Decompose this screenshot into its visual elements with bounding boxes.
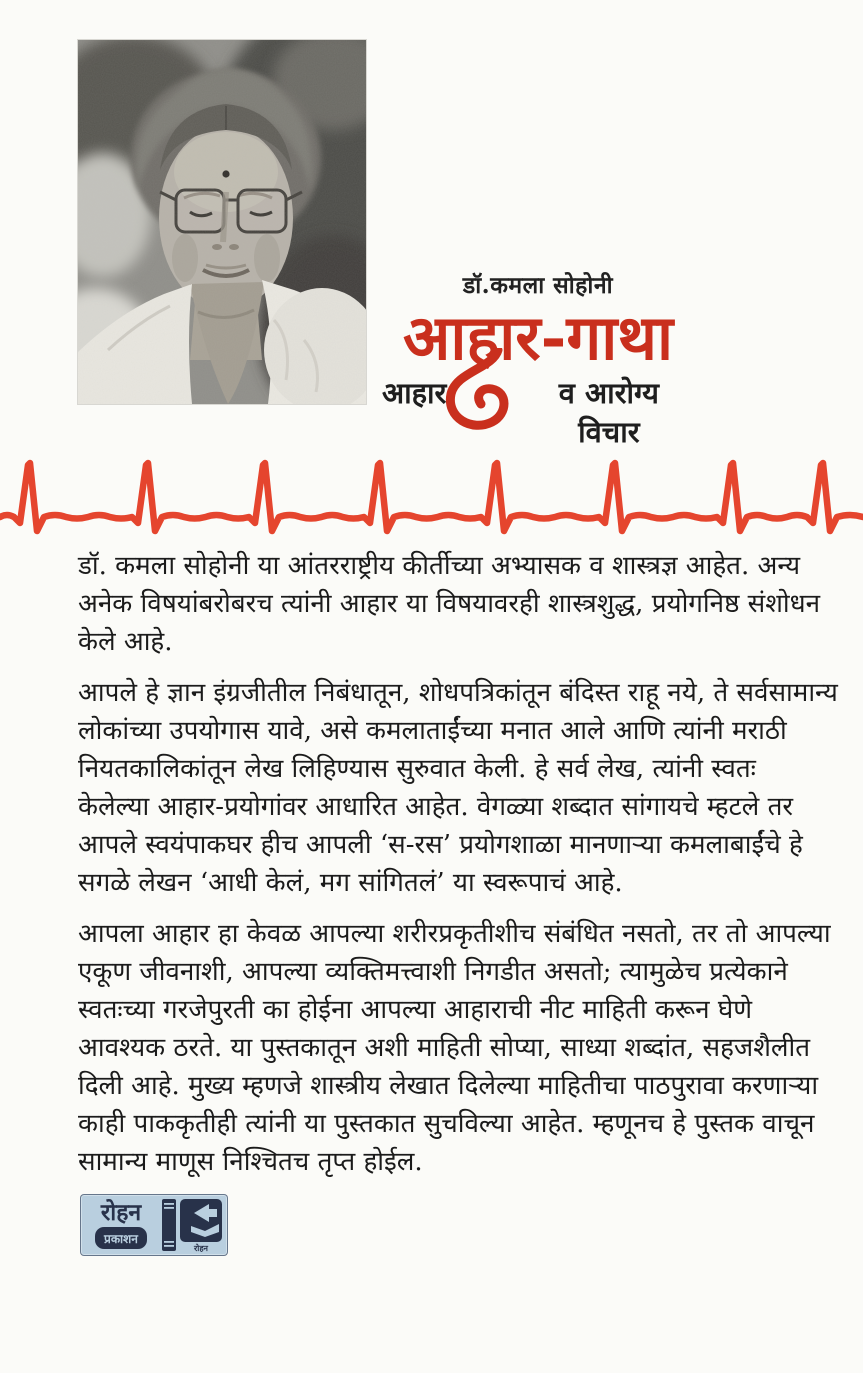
book-subtitle-right: व आरोग्य विचार xyxy=(558,376,659,450)
blurb-paragraph-3 xyxy=(78,915,831,1181)
blurb-line: स्वतःच्या गरजेपुरती का होईना आपल्या आहाराची नीट माहिती करून घेणे xyxy=(78,995,752,1025)
ecg-heartbeat-icon xyxy=(0,455,863,550)
blurb-line: काही पाककृतीही त्यांनी या पुस्तकात सुचविल्या आहेत. म्हणूनच हे पुस्तक वाचून xyxy=(78,1109,815,1139)
publisher-logo-text xyxy=(85,1201,157,1249)
blurb-line: सगळे लेखन ‘आधी केलं, मग सांगितलं’ या स्वरूपाचं आहे. xyxy=(78,868,623,898)
ecg-heartbeat-line xyxy=(0,455,863,550)
publisher-name: रोहन xyxy=(100,1199,142,1226)
blurb-paragraph-1 xyxy=(78,547,828,661)
author-photo-illustration xyxy=(78,40,366,404)
publisher-descriptor-badge xyxy=(95,1227,147,1249)
blurb-line: सामान्य माणूस निश्चितच तृप्त होईल. xyxy=(78,1147,423,1177)
blurb-line: डॉ. कमला सोहोनी या आंतरराष्ट्रीय कीर्तीच्या अभ्यासक व शास्त्रज्ञ आहेत. अन्य xyxy=(78,551,801,581)
blurb-line: आपले हे ज्ञान इंग्रजीतील निबंधातून, शोधपत्रिकांतून बंदिस्त राहू नये, ते सर्वसामान्य xyxy=(78,678,838,708)
book-title: आहार-गाथा xyxy=(402,301,674,374)
blurb-text xyxy=(78,547,838,1194)
publisher-emblem-caption: रोहन xyxy=(193,1244,209,1252)
publisher-descriptor: प्रकाशन xyxy=(104,1232,138,1246)
blurb-line: केलेल्या आहार-प्रयोगांवर आधारित आहेत. वेगळ्या शब्दात सांगायचे म्हटले तर xyxy=(78,792,794,822)
title-block xyxy=(382,268,694,451)
book-subtitle-left: आहार xyxy=(382,376,447,411)
author-photo xyxy=(78,40,366,404)
blurb-paragraph-2 xyxy=(78,674,838,902)
blurb-line: एकूण जीवनाशी, आपल्या व्यक्तिमत्त्वाशी निगडीत असतो; त्यामुळेच प्रत्येकाने xyxy=(78,957,788,987)
author-name: डॉ.कमला सोहोनी xyxy=(462,272,614,299)
blurb-line: नियतकालिकांतून लेख लिहिण्यास सुरुवात केली. हे सर्व लेख, त्यांनी स्वतः xyxy=(78,754,756,784)
publisher-emblem-icon xyxy=(161,1198,223,1252)
blurb-line: लोकांच्या उपयोगास यावे, असे कमलाताईंच्या मनात आले आणि त्यांनी मराठी xyxy=(78,716,787,746)
blurb-line: अनेक विषयांबरोबरच त्यांनी आहार या विषयावरही शास्त्रशुद्ध, प्रयोगनिष्ठ संशोधन xyxy=(78,589,821,619)
publisher-logo xyxy=(80,1194,228,1256)
blurb-line: दिली आहे. मुख्य म्हणजे शास्त्रीय लेखात दिलेल्या माहितीचा पाठपुरावा करणाऱ्या xyxy=(78,1071,819,1101)
blurb-line: आपले स्वयंपाकघर हीच आपली ‘स-रस’ प्रयोगशाळा मानणाऱ्या कमलाबाईंचे हे xyxy=(78,830,803,860)
blurb-line: आपला आहार हा केवळ आपल्या शरीरप्रकृतीशीच संबंधित नसतो, तर तो आपल्या xyxy=(78,919,831,949)
blurb-line: आवश्यक ठरते. या पुस्तकातून अशी माहिती सोप्या, साध्या शब्दांत, सहजशैलीत xyxy=(78,1033,811,1063)
book-subtitle xyxy=(382,373,694,451)
blurb-line: केले आहे. xyxy=(78,627,173,657)
